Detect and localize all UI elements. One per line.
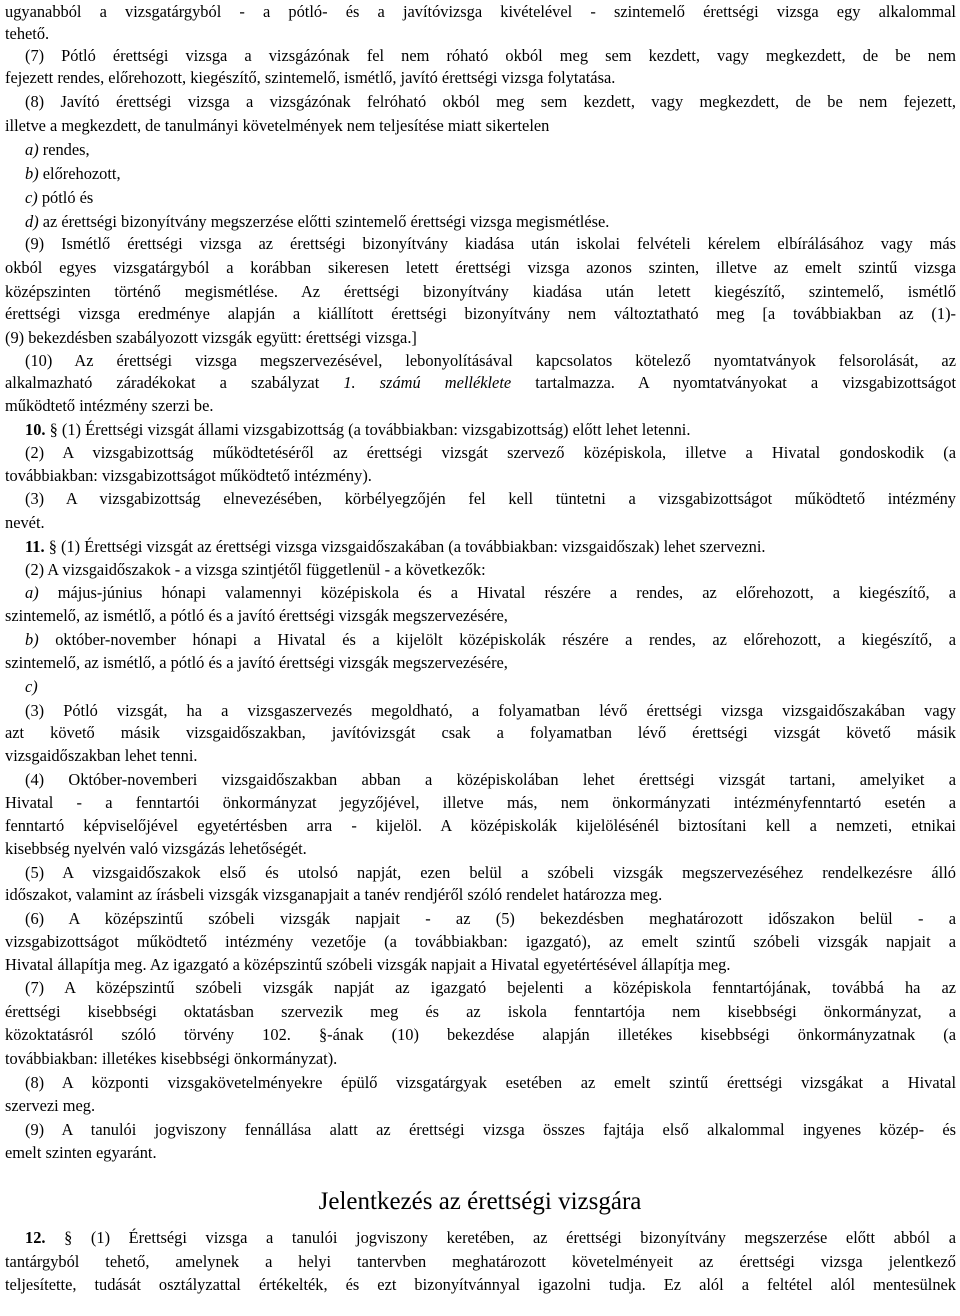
lines-line: (6) A középszintű szóbeli vizsgák napjait - az (5) bekezdésben meghatározott időszakon belül - a xyxy=(25,909,956,928)
lines-line: közoktatásról szóló törvény 102. §-ának (10) bekezdése alapján illetékes kisebbségi önkormányzatnak (a xyxy=(5,1025,956,1044)
lines-line: b) előrehozott, xyxy=(25,164,121,183)
lines-line: ugyanabból a vizsgatárgyból - a pótló- és a javítóvizsga kivételével - szintemelő érettségi vizsga egy alkalommal xyxy=(5,2,956,21)
lines-line: c) pótló és xyxy=(25,188,94,207)
lines-line: szintemelő, az ismétlő, a pótló és a javító érettségi vizsgák megszervezésére, xyxy=(5,606,508,625)
tail_lines-line: 12. § (1) Érettségi vizsga a tanulói jogviszony keretében, az érettségi bizonyítvány megszerzése előtt abból a xyxy=(25,1228,956,1247)
lines-line: kisebbség nyelvén való vizsgázás lehetőségét. xyxy=(5,839,307,858)
lines-line: (2) A vizsgabizottság működtetéséről az érettségi vizsgát szervező középiskola, illetve a Hivatal gondoskodik (a xyxy=(25,443,956,462)
lines-line: (8) Javító érettségi vizsga a vizsgázónak felróható okból meg sem kezdett, vagy megkezdett, de be nem fejezett, xyxy=(25,92,956,111)
lines-line: középszinten történő megismétlése. Az érettségi bizonyítvány kiadása után letett kiegészítő, szintemelő, ismétlő xyxy=(5,282,956,301)
lines-line: (7) A középszintű szóbeli vizsgák napját az igazgató bejelenti a középiskola fenntartójának, továbbá ha az xyxy=(25,978,956,997)
lines-line: továbbiakban: vizsgabizottságot működtető intézmény). xyxy=(5,466,372,485)
lines-line: (10) Az érettségi vizsga megszervezésével, lebonyolításával kapcsolatos kötelező nyomtatványok felsorolását, az xyxy=(25,351,956,370)
lines-line: fejezett rendes, előrehozott, kiegészítő, szintemelő, ismétlő, javító érettségi vizsga folytatása. xyxy=(5,68,616,87)
lines-line: (4) Október-novemberi vizsgaidőszakban abban a középiskolában lehet érettségi vizsgát tartani, amelyiket a xyxy=(25,770,956,789)
tail_lines-line: teljesítette, tudását osztályzattal értékelték, és ezt bizonyítvánnyal igazolni tudja. Ez alól a feltétel alól mentesülnek xyxy=(5,1275,956,1294)
lines-line: (9) Ismétlő érettségi vizsga az érettségi bizonyítvány kiadása után iskolai felvételi kérelem elbírálásához vagy más xyxy=(25,234,956,253)
lines-line: a) május-június hónapi valamennyi középiskola és a Hivatal részére a rendes, az előrehozott, a kiegészítő, a xyxy=(25,583,956,602)
lines-line: vizsgaidőszakban lehet tenni. xyxy=(5,746,198,765)
lines-line: tehető. xyxy=(5,24,50,43)
lines-line: (9) bekezdésben szabályozott vizsgák együtt: érettségi vizsga.] xyxy=(5,328,417,347)
lines-line: 11. § (1) Érettségi vizsgát az érettségi vizsga vizsgaidőszakában (a továbbiakban: vizsgaidőszak) lehet szervezni. xyxy=(25,537,766,556)
lines-line: (3) A vizsgabizottság elnevezésében, körbélyegzőjén fel kell tüntetni a vizsgabizottságot működtető intézmény xyxy=(25,489,956,508)
lines-line: (7) Pótló érettségi vizsga a vizsgázónak fel nem róható okból meg sem kezdett, vagy megkezdett, de be nem xyxy=(25,46,956,65)
lines-line: Hivatal állapítja meg. Az igazgató a középszintű szóbeli vizsgák napjait a Hivatal egyetértésével állapítja meg. xyxy=(5,955,731,974)
lines-line: érettségi kisebbségi oktatásban szervezik meg és az iskola fenntartója nem kisebbségi önkormányzat, a xyxy=(5,1002,956,1021)
lines-line: azt követő másik vizsgaidőszakban, javítóvizsgát csak a folyamatban lévő érettségi vizsgát követő másik xyxy=(5,723,956,742)
lines-line: érettségi vizsga eredménye alapján a kiállított érettségi bizonyítvány nem változtatható meg [a továbbiakban az (1)- xyxy=(5,304,956,323)
lines-line: 10. § (1) Érettségi vizsgát állami vizsgabizottság (a továbbiakban: vizsgabizottság) előtt lehet letenni. xyxy=(25,420,691,439)
lines-line: (9) A tanulói jogviszony fennállása alatt az érettségi vizsga összes fajtája első alkalommal ingyenes közép- és xyxy=(25,1120,956,1139)
lines-line: időszakot, valamint az írásbeli vizsgák vizsganapjait a tanév rendjéről szóló rendelet határozza meg. xyxy=(5,885,663,904)
lines-line: fenntartó képviselőjével egyetértésben arra - kijelöl. A középiskolák kijelölésénél biztosítani kell a nemzeti, etnikai xyxy=(5,816,956,835)
lines-line: működtető intézmény szerzi be. xyxy=(5,396,214,415)
lines-line: a) rendes, xyxy=(25,140,90,159)
lines-line: szervezi meg. xyxy=(5,1096,96,1115)
tail_lines-line: tantárgyból tehető, amelynek a helyi tantervben meghatározott követelményeit az érettségi vizsga jelentkező xyxy=(5,1252,956,1271)
lines-line: b) október-november hónapi a Hivatal és a kijelölt középiskolák részére a rendes, az előrehozott, a kiegészítő, a xyxy=(25,630,956,649)
lines-line: továbbiakban: illetékes kisebbségi önkormányzat). xyxy=(5,1049,338,1068)
lines-line: vizsgabizottságot működtető intézmény vezetője (a továbbiakban: igazgató), az emelt szintű szóbeli vizsgák napjait a xyxy=(5,932,956,951)
lines-line: (2) A vizsgaidőszakok - a vizsga szintjétől függetlenül - a következők: xyxy=(25,560,486,579)
lines-line: illetve a megkezdett, de tanulmányi követelmények nem teljesítése miatt sikertelen xyxy=(5,116,550,135)
lines-line: nevét. xyxy=(5,513,45,532)
lines-line: (3) Pótló vizsgát, ha a vizsgaszervezés megoldható, a folyamatban lévő érettségi vizsga vizsgaidőszakában vagy xyxy=(25,701,956,720)
lines-line: okból egyes vizsgatárgyból a korábban sikeresen letett érettségi vizsga azonos szinten, illetve az emelt szintű vizsga xyxy=(5,258,956,277)
lines-line: (5) A vizsgaidőszakok első és utolsó napját, ezen belül a szóbeli vizsgák megszervezéséhez rendelkezésre álló xyxy=(25,863,956,882)
section-heading: Jelentkezés az érettségi vizsgára xyxy=(318,1188,642,1215)
lines-line: c) xyxy=(25,677,38,696)
lines-line: szintemelő, az ismétlő, a pótló és a javító érettségi vizsgák megszervezésére, xyxy=(5,653,508,672)
lines-line: d) az érettségi bizonyítvány megszerzése előtti szintemelő érettségi vizsga megismétlése. xyxy=(25,212,610,231)
lines-line: alkalmazható záradékokat a szabályzat 1. számú melléklete tartalmazza. A nyomtatványokat a vizsgabizottságot xyxy=(5,373,956,392)
lines-line: Hivatal - a fenntartói önkormányzat jegyzőjével, illetve más, nem önkormányzati intézményfenntartó esetén a xyxy=(5,793,956,812)
lines-line: (8) A központi vizsgakövetelményekre épülő vizsgatárgyak esetében az emelt szintű érettségi vizsgákat a Hivatal xyxy=(25,1073,956,1092)
lines-line: emelt szinten egyaránt. xyxy=(5,1143,157,1162)
